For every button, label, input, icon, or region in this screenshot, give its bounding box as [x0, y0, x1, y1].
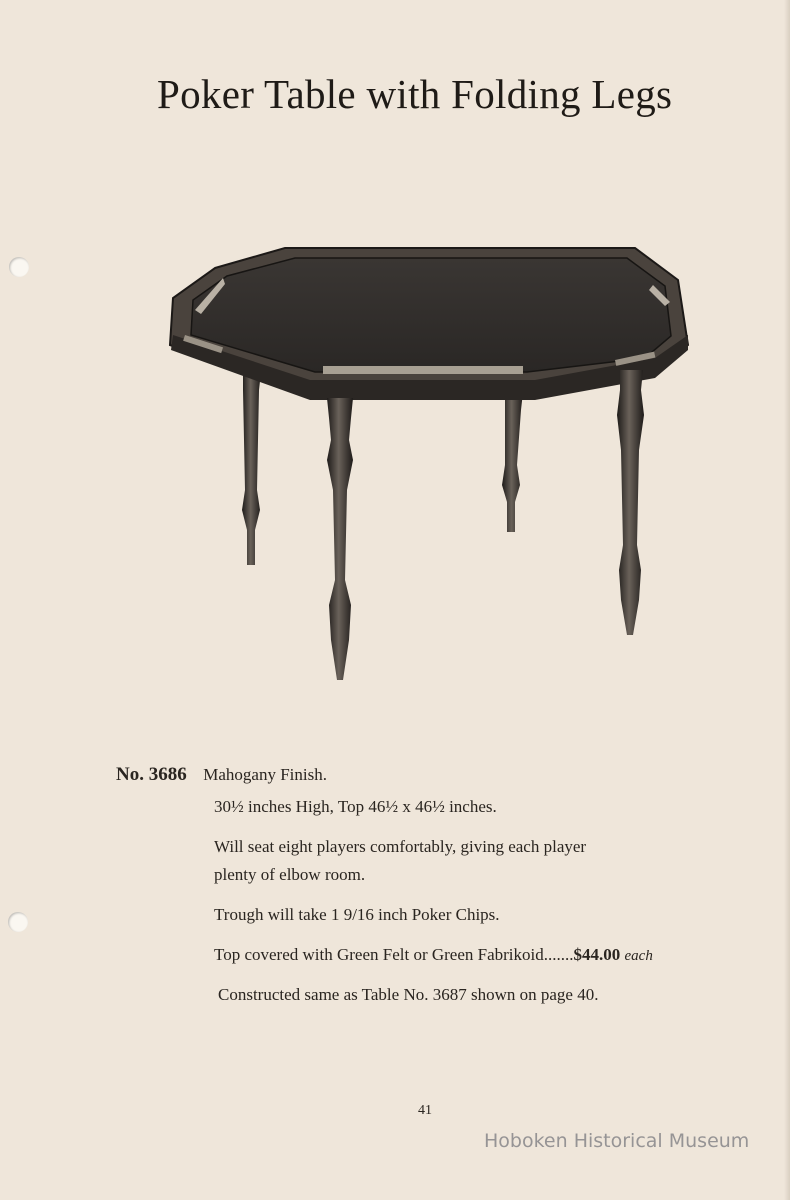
- price-unit: each: [624, 948, 653, 964]
- punch-hole-top: [9, 257, 29, 277]
- price: $44.00: [573, 945, 621, 964]
- table-leg-back-left: [242, 372, 261, 565]
- poker-table-illustration: [165, 240, 695, 690]
- model-number: No. 3686: [116, 764, 187, 785]
- table-leg-back-right: [502, 392, 523, 532]
- trough-text: Trough will take 1 9/16 inch Poker Chips.: [214, 905, 500, 924]
- construction-text: Constructed same as Table No. 3687 shown on page 40.: [218, 985, 599, 1004]
- punch-hole-bottom: [8, 912, 28, 932]
- price-leader: .......: [543, 945, 574, 964]
- table-leg-front-right: [617, 370, 644, 635]
- table-top: [170, 248, 688, 400]
- covering-text: Top covered with Green Felt or Green Fabrikoid: [214, 945, 544, 964]
- page-number: 41: [418, 1103, 432, 1118]
- seating-text-line1: Will seat eight players comfortably, giving each player: [214, 837, 587, 856]
- page-edge: [784, 0, 790, 1200]
- finish-text: Mahogany Finish.: [203, 765, 327, 784]
- museum-watermark: Hoboken Historical Museum: [484, 1130, 750, 1152]
- page-title: Poker Table with Folding Legs: [157, 71, 673, 117]
- seating-text-line2: plenty of elbow room.: [214, 865, 366, 884]
- dimensions-text: 30½ inches High, Top 46½ x 46½ inches.: [214, 797, 497, 816]
- table-leg-front-left: [327, 398, 353, 680]
